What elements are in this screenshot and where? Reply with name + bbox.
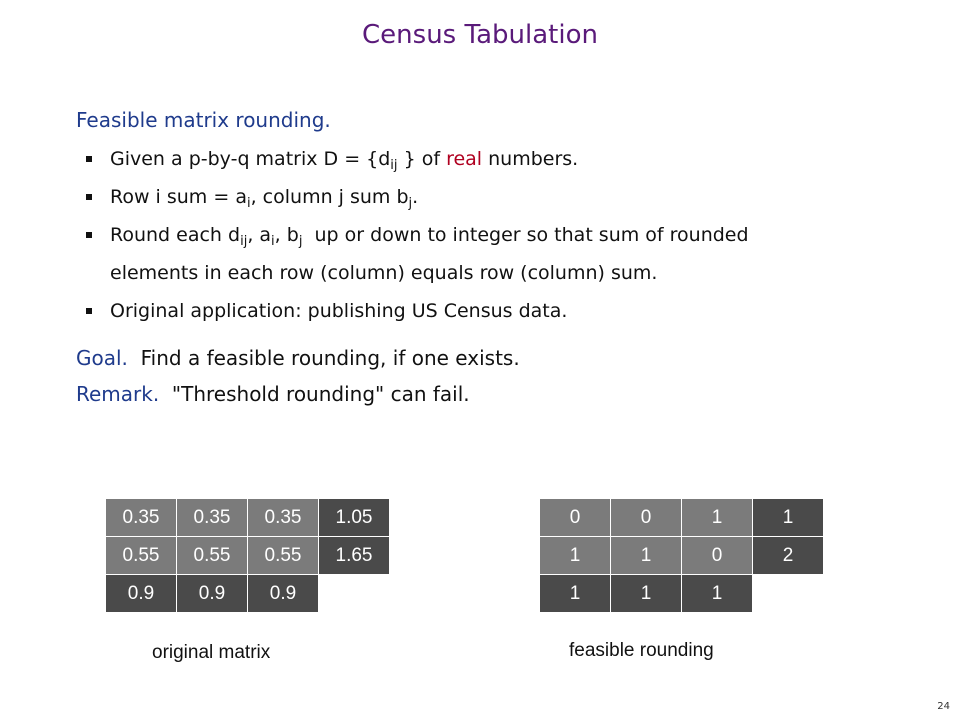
matrix-cell: 1: [540, 537, 611, 575]
original-matrix-caption: original matrix: [152, 642, 271, 663]
col-sum-cell: 0.9: [177, 575, 248, 613]
page-number: 24: [937, 701, 950, 712]
col-sum-cell: 0.9: [106, 575, 177, 613]
col-sum-cell: 1: [540, 575, 611, 613]
row-sum-cell: 1.65: [319, 537, 390, 575]
matrix-cell: 0: [682, 537, 753, 575]
remark-line: Remark. "Threshold rounding" can fail.: [76, 382, 470, 406]
col-sum-cell: 1: [611, 575, 682, 613]
matrix-cell: 1: [611, 537, 682, 575]
section-heading: Feasible matrix rounding.: [76, 108, 331, 132]
matrix-cell: 0.55: [248, 537, 319, 575]
matrix-cell: 0: [540, 499, 611, 537]
matrix-cell: 0.35: [177, 499, 248, 537]
row-sum-cell: 2: [753, 537, 824, 575]
row-sum-cell: 1: [753, 499, 824, 537]
matrix-cell: 0.55: [106, 537, 177, 575]
bullet-icon: [86, 156, 92, 162]
matrix-cell: 0.35: [248, 499, 319, 537]
bullet-item: Round each $d_{ij}$, $a_i$, $b_j$ up or down to integer so that sum of rounded elements in each row (column) equals row (column) sum.: [86, 216, 886, 292]
bullet-item: Given a p-by-q matrix $D = \{d_{ij}$ } of real numbers.: [86, 140, 886, 178]
goal-line: Goal. Find a feasible rounding, if one exists.: [76, 346, 520, 370]
bullet-item: Original application: publishing US Census data.: [86, 292, 886, 330]
matrix-cell: 1: [682, 499, 753, 537]
slide-title: Census Tabulation: [362, 20, 598, 50]
col-sum-cell: 1: [682, 575, 753, 613]
col-sum-cell: 0.9: [248, 575, 319, 613]
matrix-cell: 0.35: [106, 499, 177, 537]
rounded-matrix-caption: feasible rounding: [569, 640, 714, 661]
bullet-icon: [86, 194, 92, 200]
bullet-icon: [86, 308, 92, 314]
bullet-icon: [86, 232, 92, 238]
highlight-word: real: [446, 148, 483, 170]
matrix-cell: 0.55: [177, 537, 248, 575]
matrix-cell: 0: [611, 499, 682, 537]
bullet-list: [86, 140, 886, 330]
row-sum-cell: 1.05: [319, 499, 390, 537]
bullet-item: Row i sum = $a_i$, column j sum $b_j$.: [86, 178, 886, 216]
